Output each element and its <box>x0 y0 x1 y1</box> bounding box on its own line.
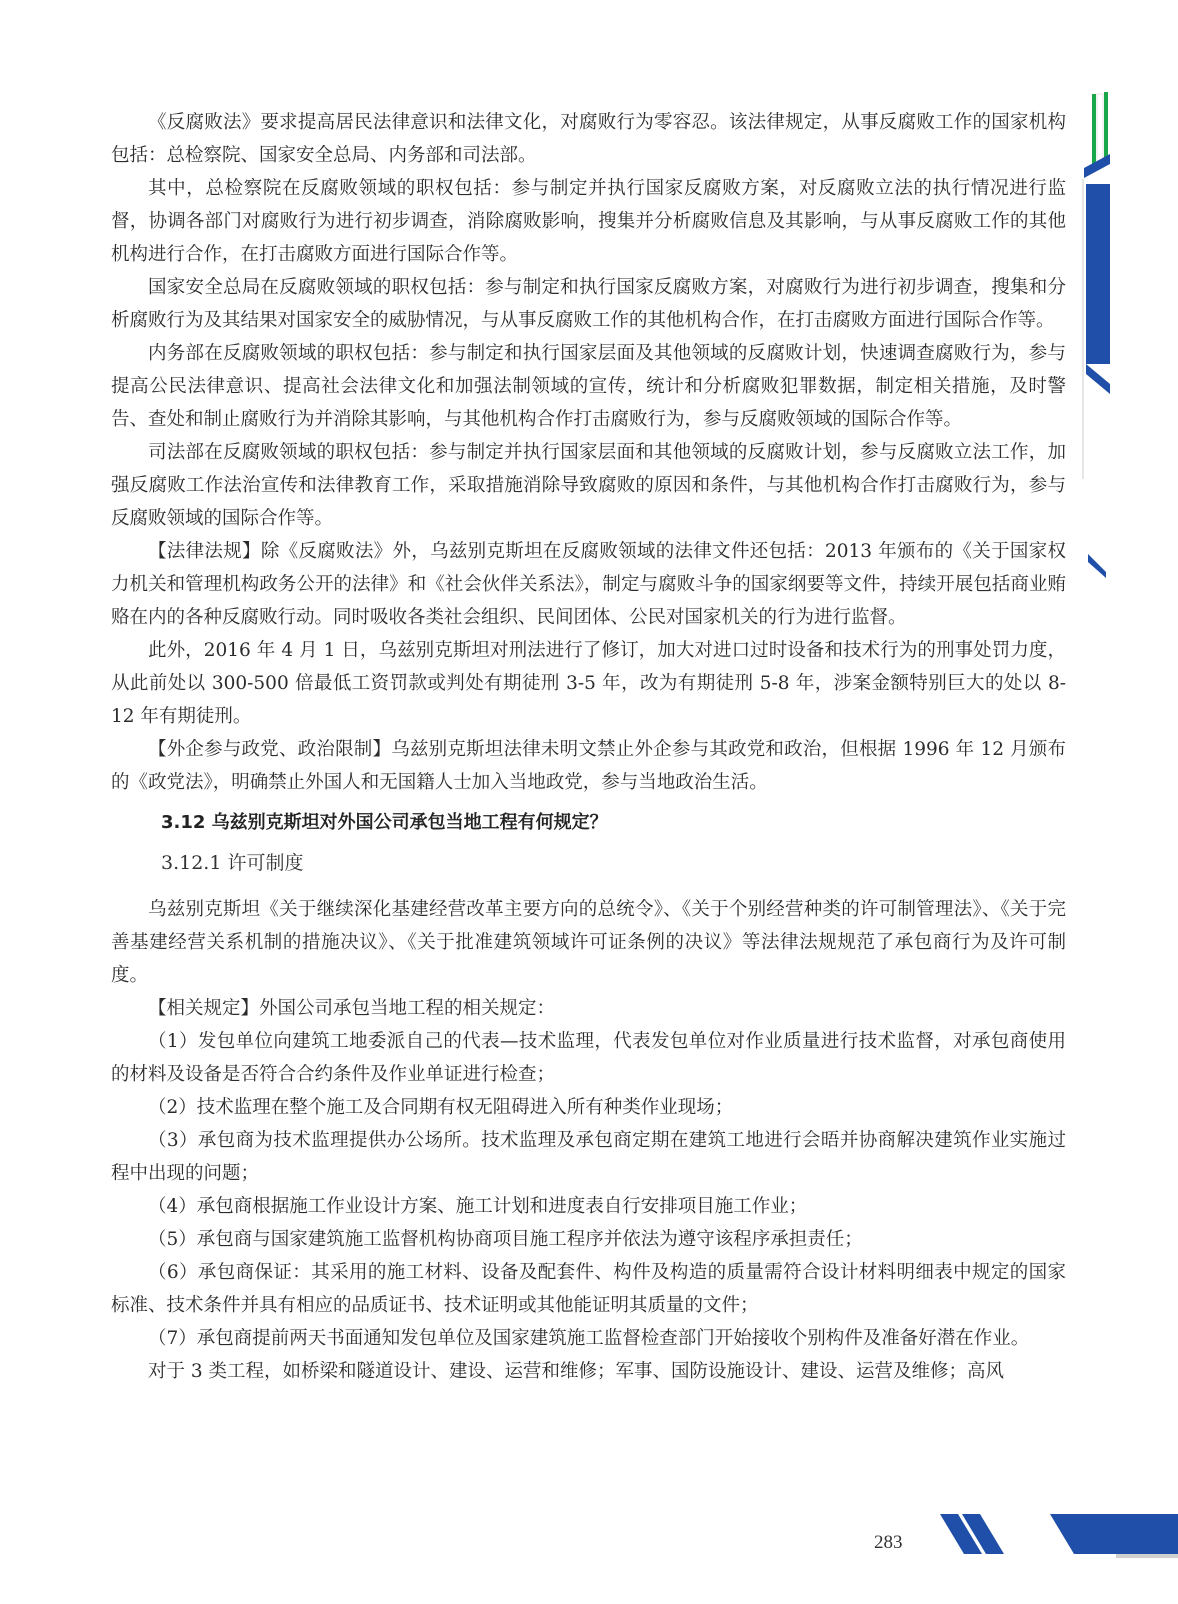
paragraph: 其中，总检察院在反腐败领域的职权包括：参与制定并执行国家反腐败方案，对反腐败立法的执行情况进行监督，协调各部门对腐败行为进行初步调查，消除腐败影响，搜集并分析腐败信息及其影响，与从事反腐败工作的其他机构进行合作，在打击腐败方面进行国际合作等。 <box>111 178 1066 265</box>
paragraph: 司法部在反腐败领域的职权包括：参与制定并执行国家层面和其他领域的反腐败计划，参与反腐败立法工作，加强反腐败工作法治宣传和法律教育工作，采取措施消除导致腐败的原因和条件，与其他机构合作打击腐败行为，参与反腐败领域的国际合作等。 <box>111 442 1066 529</box>
paragraph: 【外企参与政党、政治限制】乌兹别克斯坦法律未明文禁止外企参与其政党和政治，但根据 1996 年 12 月颁布的《政党法》，明确禁止外国人和无国籍人士加入当地政党，参与当地政治生活。 <box>111 739 1066 793</box>
paragraph: 对于 3 类工程，如桥梁和隧道设计、建设、运营和维修；军事、国防设施设计、建设、运营及维修；高风 <box>148 1361 1005 1382</box>
page-content <box>111 106 1066 1388</box>
paragraph: 乌兹别克斯坦《关于继续深化基建经营改革主要方向的总统令》、《关于个别经营种类的许可制管理法》、《关于完善基建经营关系机制的措施决议》、《关于批准建筑领域许可证条例的决议》等法律法规规范了承包商行为及许可制度。 <box>111 899 1066 986</box>
corner-decoration <box>940 1514 1178 1604</box>
list-item: （6）承包商保证：其采用的施工材料、设备及配套件、构件及构造的质量需符合设计材料明细表中规定的国家标准、技术条件并具有相应的品质证书、技术证明或其他能证明其质量的文件； <box>111 1262 1066 1316</box>
paragraph: 国家安全总局在反腐败领域的职权包括：参与制定和执行国家反腐败方案，对腐败行为进行初步调查，搜集和分析腐败行为及其结果对国家安全的威胁情况，与从事反腐败工作的其他机构合作，在打击腐败方面进行国际合作等。 <box>111 277 1066 331</box>
list-item: （1）发包单位向建筑工地委派自己的代表—技术监理，代表发包单位对作业质量进行技术监督，对承包商使用的材料及设备是否符合合约条件及作业单证进行检查； <box>111 1031 1066 1085</box>
list-item: （4）承包商根据施工作业设计方案、施工计划和进度表自行安排项目施工作业； <box>148 1196 808 1217</box>
paragraph: 此外，2016 年 4 月 1 日，乌兹别克斯坦对刑法进行了修订，加大对进口过时设备和技术行为的刑事处罚力度，从此前处以 300-500 倍最低工资罚款或判处有期徒刑 3-5 年，改为有期徒刑 5-8 年，涉案金额特别巨大的处以 8-12 年有期徒刑。 <box>111 640 1066 727</box>
paragraph: 【法律法规】除《反腐败法》外，乌兹别克斯坦在反腐败领域的法律文件还包括：2013 年颁布的《关于国家权力机关和管理机构政务公开的法律》和《社会伙伴关系法》，制定与腐败斗争的国家纲要等文件，持续开展包括商业贿赂在内的各种反腐败行动。同时吸收各类社会组织、民间团体、公民对国家机关的行为进行监督。 <box>111 541 1066 628</box>
list-item: （7）承包商提前两天书面通知发包单位及国家建筑施工监督检查部门开始接收个别构件及准备好潜在作业。 <box>148 1328 1030 1349</box>
section-heading: 3.12 乌兹别克斯坦对外国公司承包当地工程有何规定？ <box>161 812 608 833</box>
page-number: 283 <box>874 1532 903 1553</box>
paragraph: 《反腐败法》要求提高居民法律意识和法律文化，对腐败行为零容忍。该法律规定，从事反腐败工作的国家机构包括：总检察院、国家安全总局、内务部和司法部。 <box>111 112 1066 166</box>
list-item: （5）承包商与国家建筑施工监督机构协商项目施工程序并依法为遵守该程序承担责任； <box>148 1229 863 1250</box>
subsection-heading: 3.12.1 许可制度 <box>161 852 304 874</box>
list-item: （3）承包商为技术监理提供办公场所。技术监理及承包商定期在建筑工地进行会晤并协商解决建筑作业实施过程中出现的问题； <box>111 1130 1066 1184</box>
list-item: （2）技术监理在整个施工及合同期有权无阻碍进入所有种类作业现场； <box>148 1097 734 1118</box>
paragraph: 内务部在反腐败领域的职权包括：参与制定和执行国家层面及其他领域的反腐败计划，快速调查腐败行为，参与提高公民法律意识、提高社会法律文化和加强法制领域的宣传，统计和分析腐败犯罪数据，制定相关措施，及时警告、查处和制止腐败行为并消除其影响，与其他机构合作打击腐败行为，参与反腐败领域的国际合作等。 <box>111 343 1066 430</box>
side-decoration <box>1080 84 1120 588</box>
paragraph: 【相关规定】外国公司承包当地工程的相关规定： <box>148 998 556 1019</box>
